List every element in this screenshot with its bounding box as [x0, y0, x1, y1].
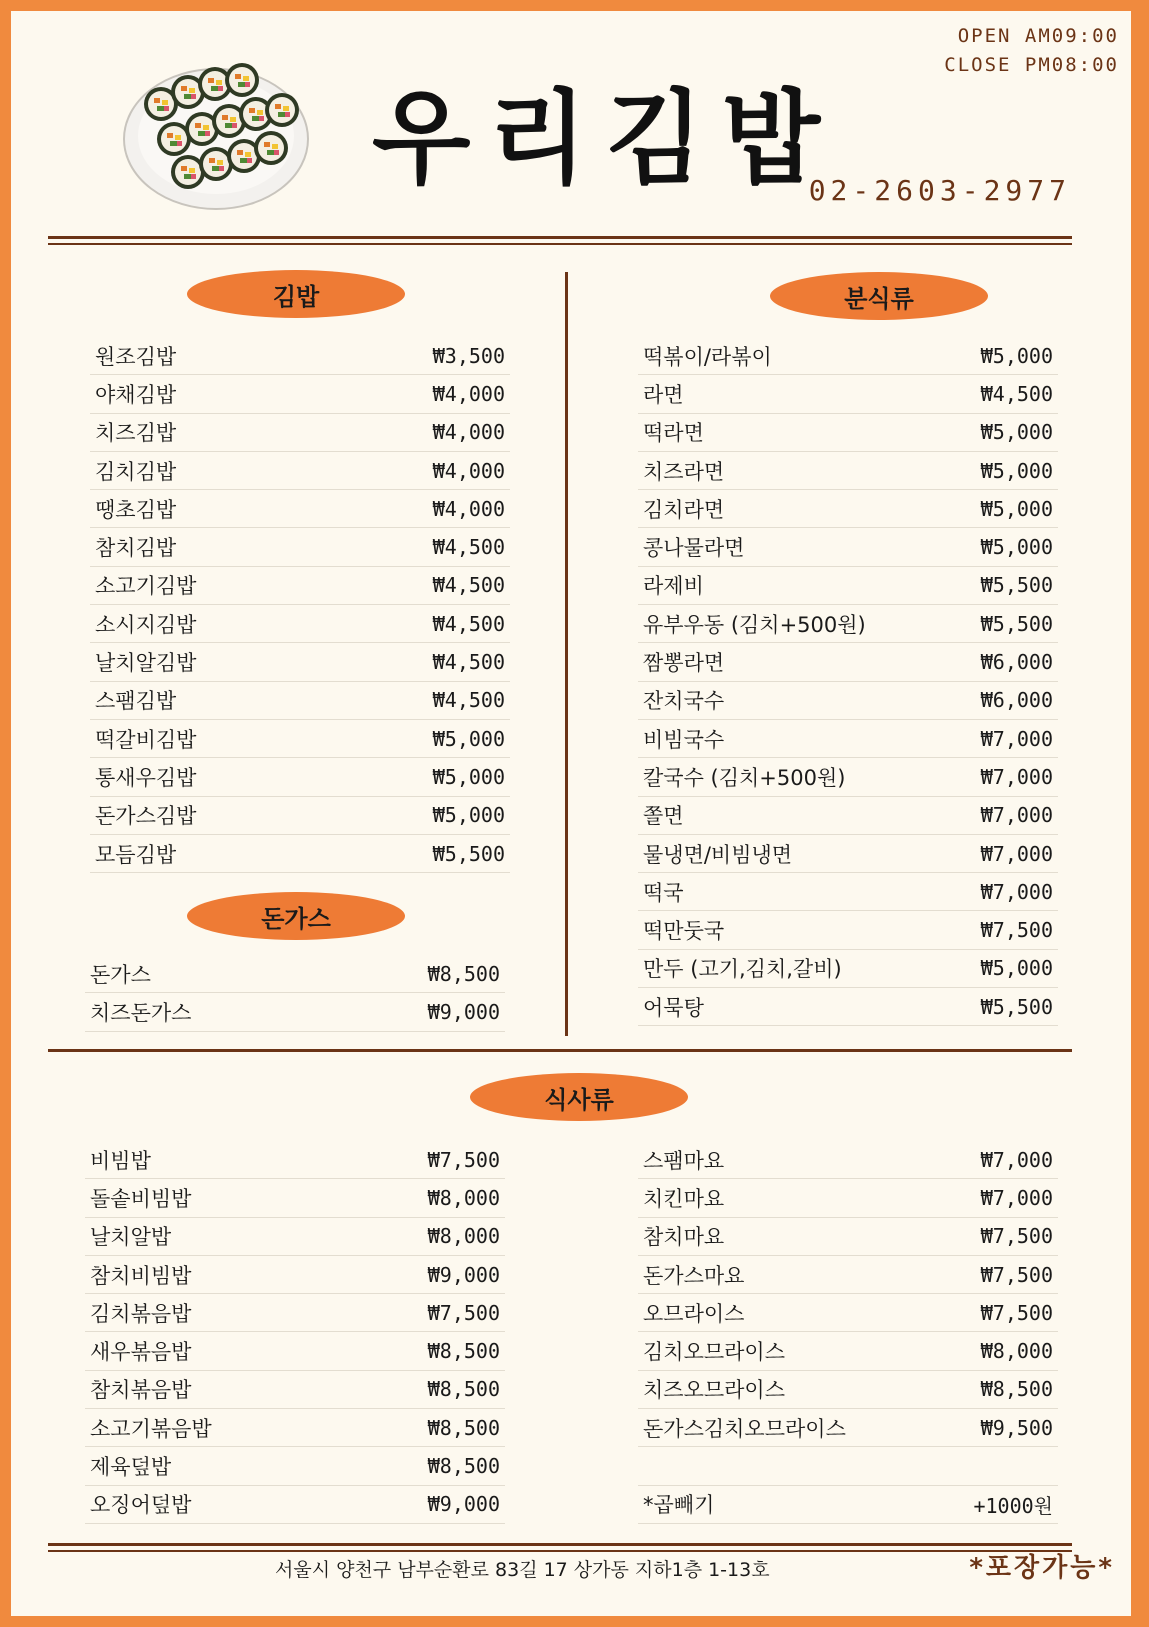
- menu-item: [85, 1371, 505, 1409]
- menu-item-price: ₩4,500: [980, 381, 1053, 406]
- address: 서울시 양천구 남부순환로 83길 17 상가동 지하1층 1-13호: [275, 1559, 770, 1581]
- menu-item-price: ₩5,000: [980, 458, 1053, 483]
- menu-item-name: 잔치국수: [643, 689, 725, 714]
- menu-item: [90, 643, 510, 681]
- menu-item-price: ₩4,500: [432, 611, 505, 636]
- menu-item: [85, 1179, 505, 1217]
- menu-item: [638, 720, 1058, 758]
- menu-item: [90, 720, 510, 758]
- menu-item-price: +1000원: [973, 1493, 1053, 1518]
- restaurant-title: 우리김밥: [372, 80, 839, 199]
- menu-item-name: 치즈김밥: [95, 421, 177, 446]
- menu-item-name: 비빔국수: [643, 727, 725, 752]
- meals-divider: [48, 1049, 1072, 1052]
- menu-item-name: 김치오므라이스: [643, 1340, 786, 1365]
- menu-item-price: ₩8,500: [427, 1454, 500, 1479]
- menu-item: [85, 1294, 505, 1332]
- bunsik-menu-list: [638, 337, 1058, 1026]
- menu-item-name: 통새우김밥: [95, 765, 197, 790]
- menu-item-name: 돈가스: [90, 962, 151, 987]
- header-divider: [48, 236, 1072, 245]
- menu-item: [638, 797, 1058, 835]
- menu-item-name: 새우볶음밥: [90, 1340, 192, 1365]
- menu-item-price: ₩7,000: [980, 803, 1053, 828]
- menu-item-name: 돈가스마요: [643, 1263, 745, 1288]
- menu-item-name: 치즈돈가스: [90, 1000, 192, 1025]
- menu-item-name: 날치알밥: [90, 1225, 172, 1250]
- menu-item: [638, 1294, 1058, 1332]
- menu-item-price: ₩5,000: [432, 764, 505, 789]
- kimbap-menu-list: [90, 337, 510, 873]
- menu-item-price: ₩7,500: [980, 1300, 1053, 1325]
- menu-item-name: 쫄면: [643, 804, 684, 829]
- menu-item: [638, 1179, 1058, 1217]
- menu-item-price: ₩9,000: [427, 1492, 500, 1517]
- menu-item: [85, 1141, 505, 1179]
- menu-item-price: ₩8,000: [427, 1185, 500, 1210]
- meals-menu-list-left: [85, 1141, 505, 1524]
- section-title-donkatsu: 돈가스: [187, 892, 405, 940]
- close-time: CLOSE PM08:00: [944, 54, 1119, 76]
- menu-item-price: ₩7,000: [980, 841, 1053, 866]
- menu-item: [638, 452, 1058, 490]
- menu-item: [90, 452, 510, 490]
- menu-item-price: ₩4,500: [432, 573, 505, 598]
- menu-item-name: 김치라면: [643, 497, 725, 522]
- menu-item-price: ₩5,000: [432, 726, 505, 751]
- menu-item: [638, 1256, 1058, 1294]
- menu-item-name: 치즈라면: [643, 459, 725, 484]
- menu-item: [90, 490, 510, 528]
- menu-item-name: 물냉면/비빔냉면: [643, 842, 793, 867]
- menu-item-name: 라면: [643, 382, 684, 407]
- section-title-kimbap: 김밥: [187, 270, 405, 318]
- menu-item-name: 땡초김밥: [95, 497, 177, 522]
- menu-item-price: ₩5,000: [980, 343, 1053, 368]
- menu-item-name: 참치김밥: [95, 536, 177, 561]
- menu-item-price: ₩7,500: [980, 1224, 1053, 1249]
- menu-item-price: ₩7,500: [980, 918, 1053, 943]
- section-title-meals: 식사류: [470, 1073, 688, 1121]
- menu-item-price: ₩3,500: [432, 343, 505, 368]
- menu-item: [638, 567, 1058, 605]
- menu-item-name: 떡라면: [643, 421, 704, 446]
- menu-item-price: ₩5,500: [980, 994, 1053, 1019]
- menu-item-name: 참치비빔밥: [90, 1263, 192, 1288]
- menu-item-price: ₩8,500: [427, 1377, 500, 1402]
- column-divider: [565, 272, 568, 1036]
- menu-item: [85, 955, 505, 993]
- menu-item-price: ₩8,500: [427, 961, 500, 986]
- menu-item-name: 제육덮밥: [90, 1455, 172, 1480]
- menu-item-price: ₩7,000: [980, 726, 1053, 751]
- menu-item-price: ₩9,000: [427, 999, 500, 1024]
- menu-item-price: ₩4,500: [432, 688, 505, 713]
- menu-item-price: ₩5,000: [432, 803, 505, 828]
- menu-item: [638, 528, 1058, 566]
- menu-item-price: ₩6,000: [980, 650, 1053, 675]
- menu-item-price: ₩4,500: [432, 535, 505, 560]
- menu-item: [638, 1409, 1058, 1447]
- menu-item-price: ₩4,000: [432, 420, 505, 445]
- menu-item-price: ₩7,000: [980, 1147, 1053, 1172]
- menu-item-price: ₩4,000: [432, 381, 505, 406]
- menu-item: [85, 993, 505, 1031]
- menu-item-name: 야채김밥: [95, 382, 177, 407]
- business-hours: [944, 22, 1119, 80]
- menu-item-price: ₩8,500: [427, 1415, 500, 1440]
- menu-item: [638, 375, 1058, 413]
- menu-item: [90, 605, 510, 643]
- menu-item-price: ₩9,000: [427, 1262, 500, 1287]
- menu-item-name: 김치김밥: [95, 459, 177, 484]
- menu-item-name: 비빔밥: [90, 1148, 151, 1173]
- menu-item: [85, 1332, 505, 1370]
- menu-item: [85, 1486, 505, 1524]
- menu-item-price: ₩7,000: [980, 879, 1053, 904]
- takeout-available: *포장가능*: [969, 1553, 1115, 1583]
- menu-item-name: 원조김밥: [95, 344, 177, 369]
- menu-item-name: 치즈오므라이스: [643, 1378, 786, 1403]
- menu-item-name: 라제비: [643, 574, 704, 599]
- menu-item-name: 김치볶음밥: [90, 1301, 192, 1326]
- menu-item-price: ₩5,000: [980, 496, 1053, 521]
- menu-item-name: 소고기김밥: [95, 574, 197, 599]
- menu-item-name: 치킨마요: [643, 1186, 725, 1211]
- menu-item-price: ₩9,500: [980, 1415, 1053, 1440]
- menu-item: [638, 682, 1058, 720]
- menu-item: [90, 414, 510, 452]
- menu-item: [638, 605, 1058, 643]
- kimbap-plate-icon: [116, 44, 316, 214]
- menu-item: [638, 414, 1058, 452]
- menu-item-name: 스팸마요: [643, 1148, 725, 1173]
- menu-item-price: ₩4,000: [432, 458, 505, 483]
- menu-item-price: ₩8,500: [980, 1377, 1053, 1402]
- menu-item-name: 날치알김밥: [95, 651, 197, 676]
- menu-item: [638, 835, 1058, 873]
- menu-item: [638, 1332, 1058, 1370]
- donkatsu-menu-list: [85, 955, 505, 1032]
- menu-item: [638, 1486, 1058, 1524]
- menu-item-name: 돈가스김밥: [95, 804, 197, 829]
- menu-item-price: ₩4,500: [432, 650, 505, 675]
- menu-item: [90, 835, 510, 873]
- menu-item-price: ₩8,000: [980, 1339, 1053, 1364]
- menu-item: [85, 1447, 505, 1485]
- menu-item-name: 오징어덮밥: [90, 1493, 192, 1518]
- section-title-bunsik: 분식류: [770, 272, 988, 320]
- menu-item-price: ₩4,000: [432, 496, 505, 521]
- menu-item-name: 돌솥비빔밥: [90, 1186, 192, 1211]
- menu-item: [85, 1218, 505, 1256]
- open-time: OPEN AM09:00: [957, 25, 1119, 47]
- menu-item-name: 참치마요: [643, 1225, 725, 1250]
- menu-item: [85, 1256, 505, 1294]
- menu-item: [638, 1371, 1058, 1409]
- meals-menu-list-right: [638, 1141, 1058, 1524]
- menu-item-name: 콩나물라면: [643, 536, 745, 561]
- menu-item-name: 만두 (고기,김치,갈비): [643, 957, 842, 982]
- menu-item-name: 칼국수 (김치+500원): [643, 765, 846, 790]
- menu-item-price: ₩5,000: [980, 420, 1053, 445]
- menu-item: [90, 797, 510, 835]
- phone-number: 02-2603-2977: [808, 174, 1071, 207]
- menu-item-name: 떡볶이/라볶이: [643, 344, 772, 369]
- menu-item: [90, 682, 510, 720]
- menu-item-price: ₩8,500: [427, 1339, 500, 1364]
- menu-item: [90, 337, 510, 375]
- menu-item-name: 참치볶음밥: [90, 1378, 192, 1403]
- menu-item-price: ₩7,500: [427, 1300, 500, 1325]
- menu-item-name: 소고기볶음밥: [90, 1416, 212, 1441]
- menu-item-price: ₩5,500: [980, 611, 1053, 636]
- menu-item: [90, 528, 510, 566]
- menu-item: [638, 1447, 1058, 1485]
- menu-item: [90, 758, 510, 796]
- menu-item-price: ₩6,000: [980, 688, 1053, 713]
- menu-item-name: 떡만둣국: [643, 919, 725, 944]
- menu-item-price: ₩8,000: [427, 1224, 500, 1249]
- menu-item-name: 모듬김밥: [95, 842, 177, 867]
- menu-item: [638, 911, 1058, 949]
- menu-item: [638, 758, 1058, 796]
- menu-item-price: ₩7,000: [980, 764, 1053, 789]
- menu-item-name: 떡갈비김밥: [95, 727, 197, 752]
- menu-item: [638, 337, 1058, 375]
- menu-item-name: 짬뽕라면: [643, 651, 725, 676]
- menu-item-price: ₩5,500: [980, 573, 1053, 598]
- menu-item-price: ₩5,500: [432, 841, 505, 866]
- menu-item-price: ₩5,000: [980, 956, 1053, 981]
- menu-item: [638, 988, 1058, 1026]
- menu-item-name: 스팸김밥: [95, 689, 177, 714]
- menu-item: [638, 873, 1058, 911]
- menu-item-name: *곱빼기: [643, 1493, 715, 1518]
- menu-item: [638, 950, 1058, 988]
- menu-item-name: 돈가스김치오므라이스: [643, 1416, 846, 1441]
- footer-divider: [48, 1543, 1072, 1552]
- menu-item: [90, 567, 510, 605]
- menu-item-price: ₩7,500: [980, 1262, 1053, 1287]
- menu-item: [638, 1218, 1058, 1256]
- menu-item-name: 어묵탕: [643, 995, 704, 1020]
- menu-item: [638, 643, 1058, 681]
- menu-item-price: ₩7,500: [427, 1147, 500, 1172]
- menu-item-price: ₩5,000: [980, 535, 1053, 560]
- menu-item: [90, 375, 510, 413]
- menu-item: [638, 490, 1058, 528]
- menu-item-name: 떡국: [643, 880, 684, 905]
- menu-item-name: 오므라이스: [643, 1301, 745, 1326]
- menu-item: [638, 1141, 1058, 1179]
- menu-item-name: 유부우동 (김치+500원): [643, 612, 866, 637]
- menu-item-price: ₩7,000: [980, 1185, 1053, 1210]
- menu-item: [85, 1409, 505, 1447]
- menu-item-name: 소시지김밥: [95, 612, 197, 637]
